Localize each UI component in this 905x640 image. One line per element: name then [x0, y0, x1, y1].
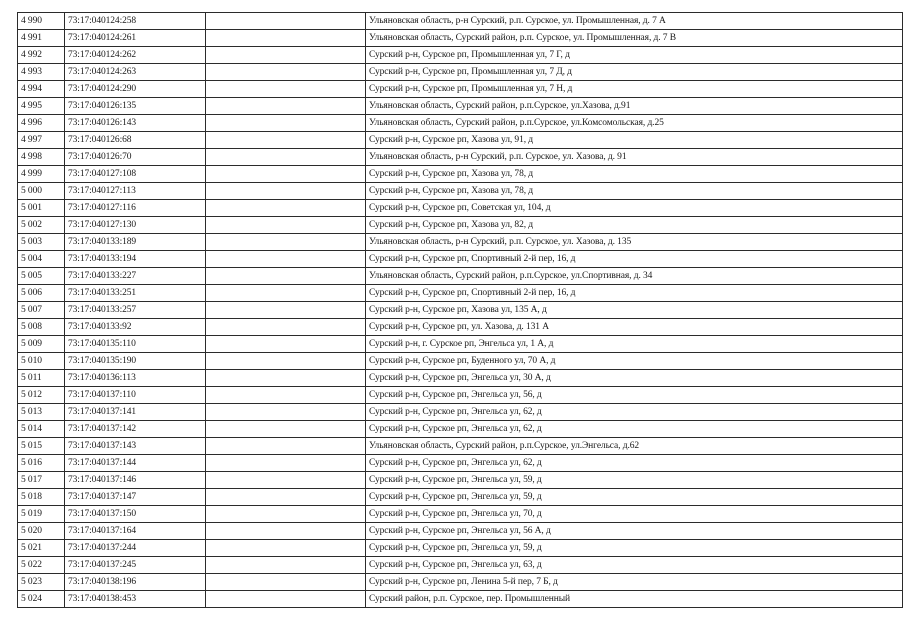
empty-cell	[206, 302, 366, 319]
cadastral-number-cell: 73:17:040137:150	[65, 506, 206, 523]
cadastral-number-cell: 73:17:040137:144	[65, 455, 206, 472]
empty-cell	[206, 268, 366, 285]
address-cell: Сурский р-н, Сурское рп, Промышленная ул, 7 Н, д	[366, 81, 903, 98]
address-cell: Сурский р-н, Сурское рп, Ленина 5-й пер, 7 Б, д	[366, 574, 903, 591]
empty-cell	[206, 183, 366, 200]
empty-cell	[206, 234, 366, 251]
registry-table-body	[18, 13, 903, 608]
address-cell: Ульяновская область, Сурский район, р.п. Сурское, ул. Промышленная, д. 7 В	[366, 30, 903, 47]
address-cell: Ульяновская область, Сурский район, р.п.Сурское, ул.Хазова, д.91	[366, 98, 903, 115]
table-row	[18, 438, 903, 455]
cadastral-number-cell: 73:17:040133:227	[65, 268, 206, 285]
row-number-cell: 4 994	[18, 81, 65, 98]
cadastral-number-cell: 73:17:040137:141	[65, 404, 206, 421]
empty-cell	[206, 557, 366, 574]
registry-table	[17, 12, 903, 608]
address-cell: Сурский р-н, Сурское рп, Энгельса ул, 56 А, д	[366, 523, 903, 540]
row-number-cell: 4 993	[18, 64, 65, 81]
empty-cell	[206, 166, 366, 183]
address-cell: Сурский р-н, Сурское рп, Энгельса ул, 30 А, д	[366, 370, 903, 387]
empty-cell	[206, 47, 366, 64]
table-row	[18, 319, 903, 336]
row-number-cell: 5 022	[18, 557, 65, 574]
row-number-cell: 5 019	[18, 506, 65, 523]
table-row	[18, 404, 903, 421]
empty-cell	[206, 574, 366, 591]
row-number-cell: 5 007	[18, 302, 65, 319]
cadastral-number-cell: 73:17:040133:257	[65, 302, 206, 319]
table-row	[18, 523, 903, 540]
cadastral-number-cell: 73:17:040133:251	[65, 285, 206, 302]
empty-cell	[206, 217, 366, 234]
row-number-cell: 5 014	[18, 421, 65, 438]
row-number-cell: 5 003	[18, 234, 65, 251]
row-number-cell: 5 015	[18, 438, 65, 455]
cadastral-number-cell: 73:17:040124:263	[65, 64, 206, 81]
cadastral-number-cell: 73:17:040137:146	[65, 472, 206, 489]
cadastral-number-cell: 73:17:040137:147	[65, 489, 206, 506]
empty-cell	[206, 523, 366, 540]
empty-cell	[206, 319, 366, 336]
cadastral-number-cell: 73:17:040135:190	[65, 353, 206, 370]
address-cell: Сурский р-н, г. Сурское рп, Энгельса ул, 1 А, д	[366, 336, 903, 353]
cadastral-number-cell: 73:17:040137:110	[65, 387, 206, 404]
cadastral-number-cell: 73:17:040133:189	[65, 234, 206, 251]
row-number-cell: 5 017	[18, 472, 65, 489]
table-row	[18, 591, 903, 608]
address-cell: Сурский р-н, Сурское рп, Энгельса ул, 59, д	[366, 540, 903, 557]
row-number-cell: 5 024	[18, 591, 65, 608]
cadastral-number-cell: 73:17:040126:68	[65, 132, 206, 149]
address-cell: Сурский р-н, Сурское рп, Энгельса ул, 56, д	[366, 387, 903, 404]
empty-cell	[206, 98, 366, 115]
address-cell: Ульяновская область, Сурский район, р.п.Сурское, ул.Комсомольская, д.25	[366, 115, 903, 132]
table-row	[18, 217, 903, 234]
empty-cell	[206, 251, 366, 268]
table-row	[18, 455, 903, 472]
row-number-cell: 5 005	[18, 268, 65, 285]
table-row	[18, 268, 903, 285]
address-cell: Сурский р-н, Сурское рп, Хазова ул, 78, д	[366, 166, 903, 183]
empty-cell	[206, 455, 366, 472]
cadastral-number-cell: 73:17:040138:196	[65, 574, 206, 591]
cadastral-number-cell: 73:17:040127:108	[65, 166, 206, 183]
address-cell: Сурский р-н, Сурское рп, Советская ул, 104, д	[366, 200, 903, 217]
cadastral-number-cell: 73:17:040135:110	[65, 336, 206, 353]
empty-cell	[206, 421, 366, 438]
address-cell: Сурский р-н, Сурское рп, Энгельса ул, 62, д	[366, 421, 903, 438]
table-row	[18, 149, 903, 166]
empty-cell	[206, 506, 366, 523]
cadastral-number-cell: 73:17:040137:164	[65, 523, 206, 540]
address-cell: Ульяновская область, р-н Сурский, р.п. Сурское, ул. Хазова, д. 91	[366, 149, 903, 166]
cadastral-number-cell: 73:17:040124:258	[65, 13, 206, 30]
row-number-cell: 4 992	[18, 47, 65, 64]
address-cell: Ульяновская область, Сурский район, р.п.Сурское, ул.Спортивная, д. 34	[366, 268, 903, 285]
address-cell: Сурский р-н, Сурское рп, Энгельса ул, 62, д	[366, 404, 903, 421]
empty-cell	[206, 115, 366, 132]
row-number-cell: 4 999	[18, 166, 65, 183]
address-cell: Сурский р-н, Сурское рп, Энгельса ул, 70, д	[366, 506, 903, 523]
cadastral-number-cell: 73:17:040137:142	[65, 421, 206, 438]
table-row	[18, 115, 903, 132]
row-number-cell: 5 011	[18, 370, 65, 387]
address-cell: Ульяновская область, Сурский район, р.п.Сурское, ул.Энгельса, д.62	[366, 438, 903, 455]
cadastral-number-cell: 73:17:040126:135	[65, 98, 206, 115]
table-row	[18, 98, 903, 115]
table-row	[18, 370, 903, 387]
table-row	[18, 574, 903, 591]
table-row	[18, 540, 903, 557]
cadastral-number-cell: 73:17:040124:261	[65, 30, 206, 47]
row-number-cell: 5 023	[18, 574, 65, 591]
cadastral-number-cell: 73:17:040137:244	[65, 540, 206, 557]
address-cell: Сурский р-н, Сурское рп, ул. Хазова, д. 131 А	[366, 319, 903, 336]
row-number-cell: 5 013	[18, 404, 65, 421]
table-row	[18, 64, 903, 81]
row-number-cell: 5 008	[18, 319, 65, 336]
cadastral-number-cell: 73:17:040136:113	[65, 370, 206, 387]
empty-cell	[206, 64, 366, 81]
row-number-cell: 5 002	[18, 217, 65, 234]
cadastral-number-cell: 73:17:040133:92	[65, 319, 206, 336]
cadastral-number-cell: 73:17:040124:262	[65, 47, 206, 64]
empty-cell	[206, 30, 366, 47]
address-cell: Сурский р-н, Сурское рп, Спортивный 2-й пер, 16, д	[366, 285, 903, 302]
empty-cell	[206, 591, 366, 608]
empty-cell	[206, 472, 366, 489]
cadastral-number-cell: 73:17:040127:130	[65, 217, 206, 234]
empty-cell	[206, 404, 366, 421]
empty-cell	[206, 200, 366, 217]
cadastral-number-cell: 73:17:040127:113	[65, 183, 206, 200]
row-number-cell: 5 006	[18, 285, 65, 302]
empty-cell	[206, 336, 366, 353]
row-number-cell: 4 995	[18, 98, 65, 115]
table-row	[18, 251, 903, 268]
row-number-cell: 5 001	[18, 200, 65, 217]
empty-cell	[206, 13, 366, 30]
row-number-cell: 4 997	[18, 132, 65, 149]
table-row	[18, 421, 903, 438]
registry-sheet	[17, 12, 902, 608]
address-cell: Сурский р-н, Сурское рп, Хазова ул, 78, д	[366, 183, 903, 200]
empty-cell	[206, 540, 366, 557]
table-row	[18, 234, 903, 251]
empty-cell	[206, 132, 366, 149]
empty-cell	[206, 370, 366, 387]
row-number-cell: 4 998	[18, 149, 65, 166]
cadastral-number-cell: 73:17:040126:143	[65, 115, 206, 132]
address-cell: Сурский р-н, Сурское рп, Энгельса ул, 62, д	[366, 455, 903, 472]
row-number-cell: 5 012	[18, 387, 65, 404]
cadastral-number-cell: 73:17:040138:453	[65, 591, 206, 608]
row-number-cell: 5 020	[18, 523, 65, 540]
empty-cell	[206, 285, 366, 302]
table-row	[18, 200, 903, 217]
cadastral-number-cell: 73:17:040127:116	[65, 200, 206, 217]
table-row	[18, 472, 903, 489]
cadastral-number-cell: 73:17:040133:194	[65, 251, 206, 268]
table-row	[18, 81, 903, 98]
row-number-cell: 5 004	[18, 251, 65, 268]
table-row	[18, 183, 903, 200]
table-row	[18, 489, 903, 506]
empty-cell	[206, 387, 366, 404]
empty-cell	[206, 81, 366, 98]
table-row	[18, 30, 903, 47]
table-row	[18, 557, 903, 574]
table-row	[18, 47, 903, 64]
row-number-cell: 4 990	[18, 13, 65, 30]
cadastral-number-cell: 73:17:040137:245	[65, 557, 206, 574]
address-cell: Сурский р-н, Сурское рп, Энгельса ул, 63, д	[366, 557, 903, 574]
row-number-cell: 5 000	[18, 183, 65, 200]
empty-cell	[206, 489, 366, 506]
address-cell: Сурский р-н, Сурское рп, Энгельса ул, 59, д	[366, 489, 903, 506]
row-number-cell: 5 009	[18, 336, 65, 353]
address-cell: Сурский р-н, Сурское рп, Хазова ул, 82, д	[366, 217, 903, 234]
row-number-cell: 5 016	[18, 455, 65, 472]
table-row	[18, 336, 903, 353]
row-number-cell: 5 021	[18, 540, 65, 557]
table-row	[18, 166, 903, 183]
cadastral-number-cell: 73:17:040124:290	[65, 81, 206, 98]
address-cell: Сурский р-н, Сурское рп, Буденного ул, 70 А, д	[366, 353, 903, 370]
table-row	[18, 353, 903, 370]
address-cell: Сурский р-н, Сурское рп, Промышленная ул, 7 Д, д	[366, 64, 903, 81]
row-number-cell: 4 996	[18, 115, 65, 132]
address-cell: Сурский район, р.п. Сурское, пер. Промышленный	[366, 591, 903, 608]
table-row	[18, 132, 903, 149]
cadastral-number-cell: 73:17:040126:70	[65, 149, 206, 166]
empty-cell	[206, 353, 366, 370]
address-cell: Ульяновская область, р-н Сурский, р.п. Сурское, ул. Промышленная, д. 7 А	[366, 13, 903, 30]
address-cell: Сурский р-н, Сурское рп, Энгельса ул, 59, д	[366, 472, 903, 489]
row-number-cell: 5 010	[18, 353, 65, 370]
table-row	[18, 506, 903, 523]
empty-cell	[206, 438, 366, 455]
address-cell: Ульяновская область, р-н Сурский, р.п. Сурское, ул. Хазова, д. 135	[366, 234, 903, 251]
row-number-cell: 4 991	[18, 30, 65, 47]
cadastral-number-cell: 73:17:040137:143	[65, 438, 206, 455]
empty-cell	[206, 149, 366, 166]
address-cell: Сурский р-н, Сурское рп, Спортивный 2-й пер, 16, д	[366, 251, 903, 268]
row-number-cell: 5 018	[18, 489, 65, 506]
address-cell: Сурский р-н, Сурское рп, Промышленная ул, 7 Г, д	[366, 47, 903, 64]
table-row	[18, 285, 903, 302]
table-row	[18, 13, 903, 30]
address-cell: Сурский р-н, Сурское рп, Хазова ул, 135 А, д	[366, 302, 903, 319]
table-row	[18, 387, 903, 404]
table-row	[18, 302, 903, 319]
address-cell: Сурский р-н, Сурское рп, Хазова ул, 91, д	[366, 132, 903, 149]
